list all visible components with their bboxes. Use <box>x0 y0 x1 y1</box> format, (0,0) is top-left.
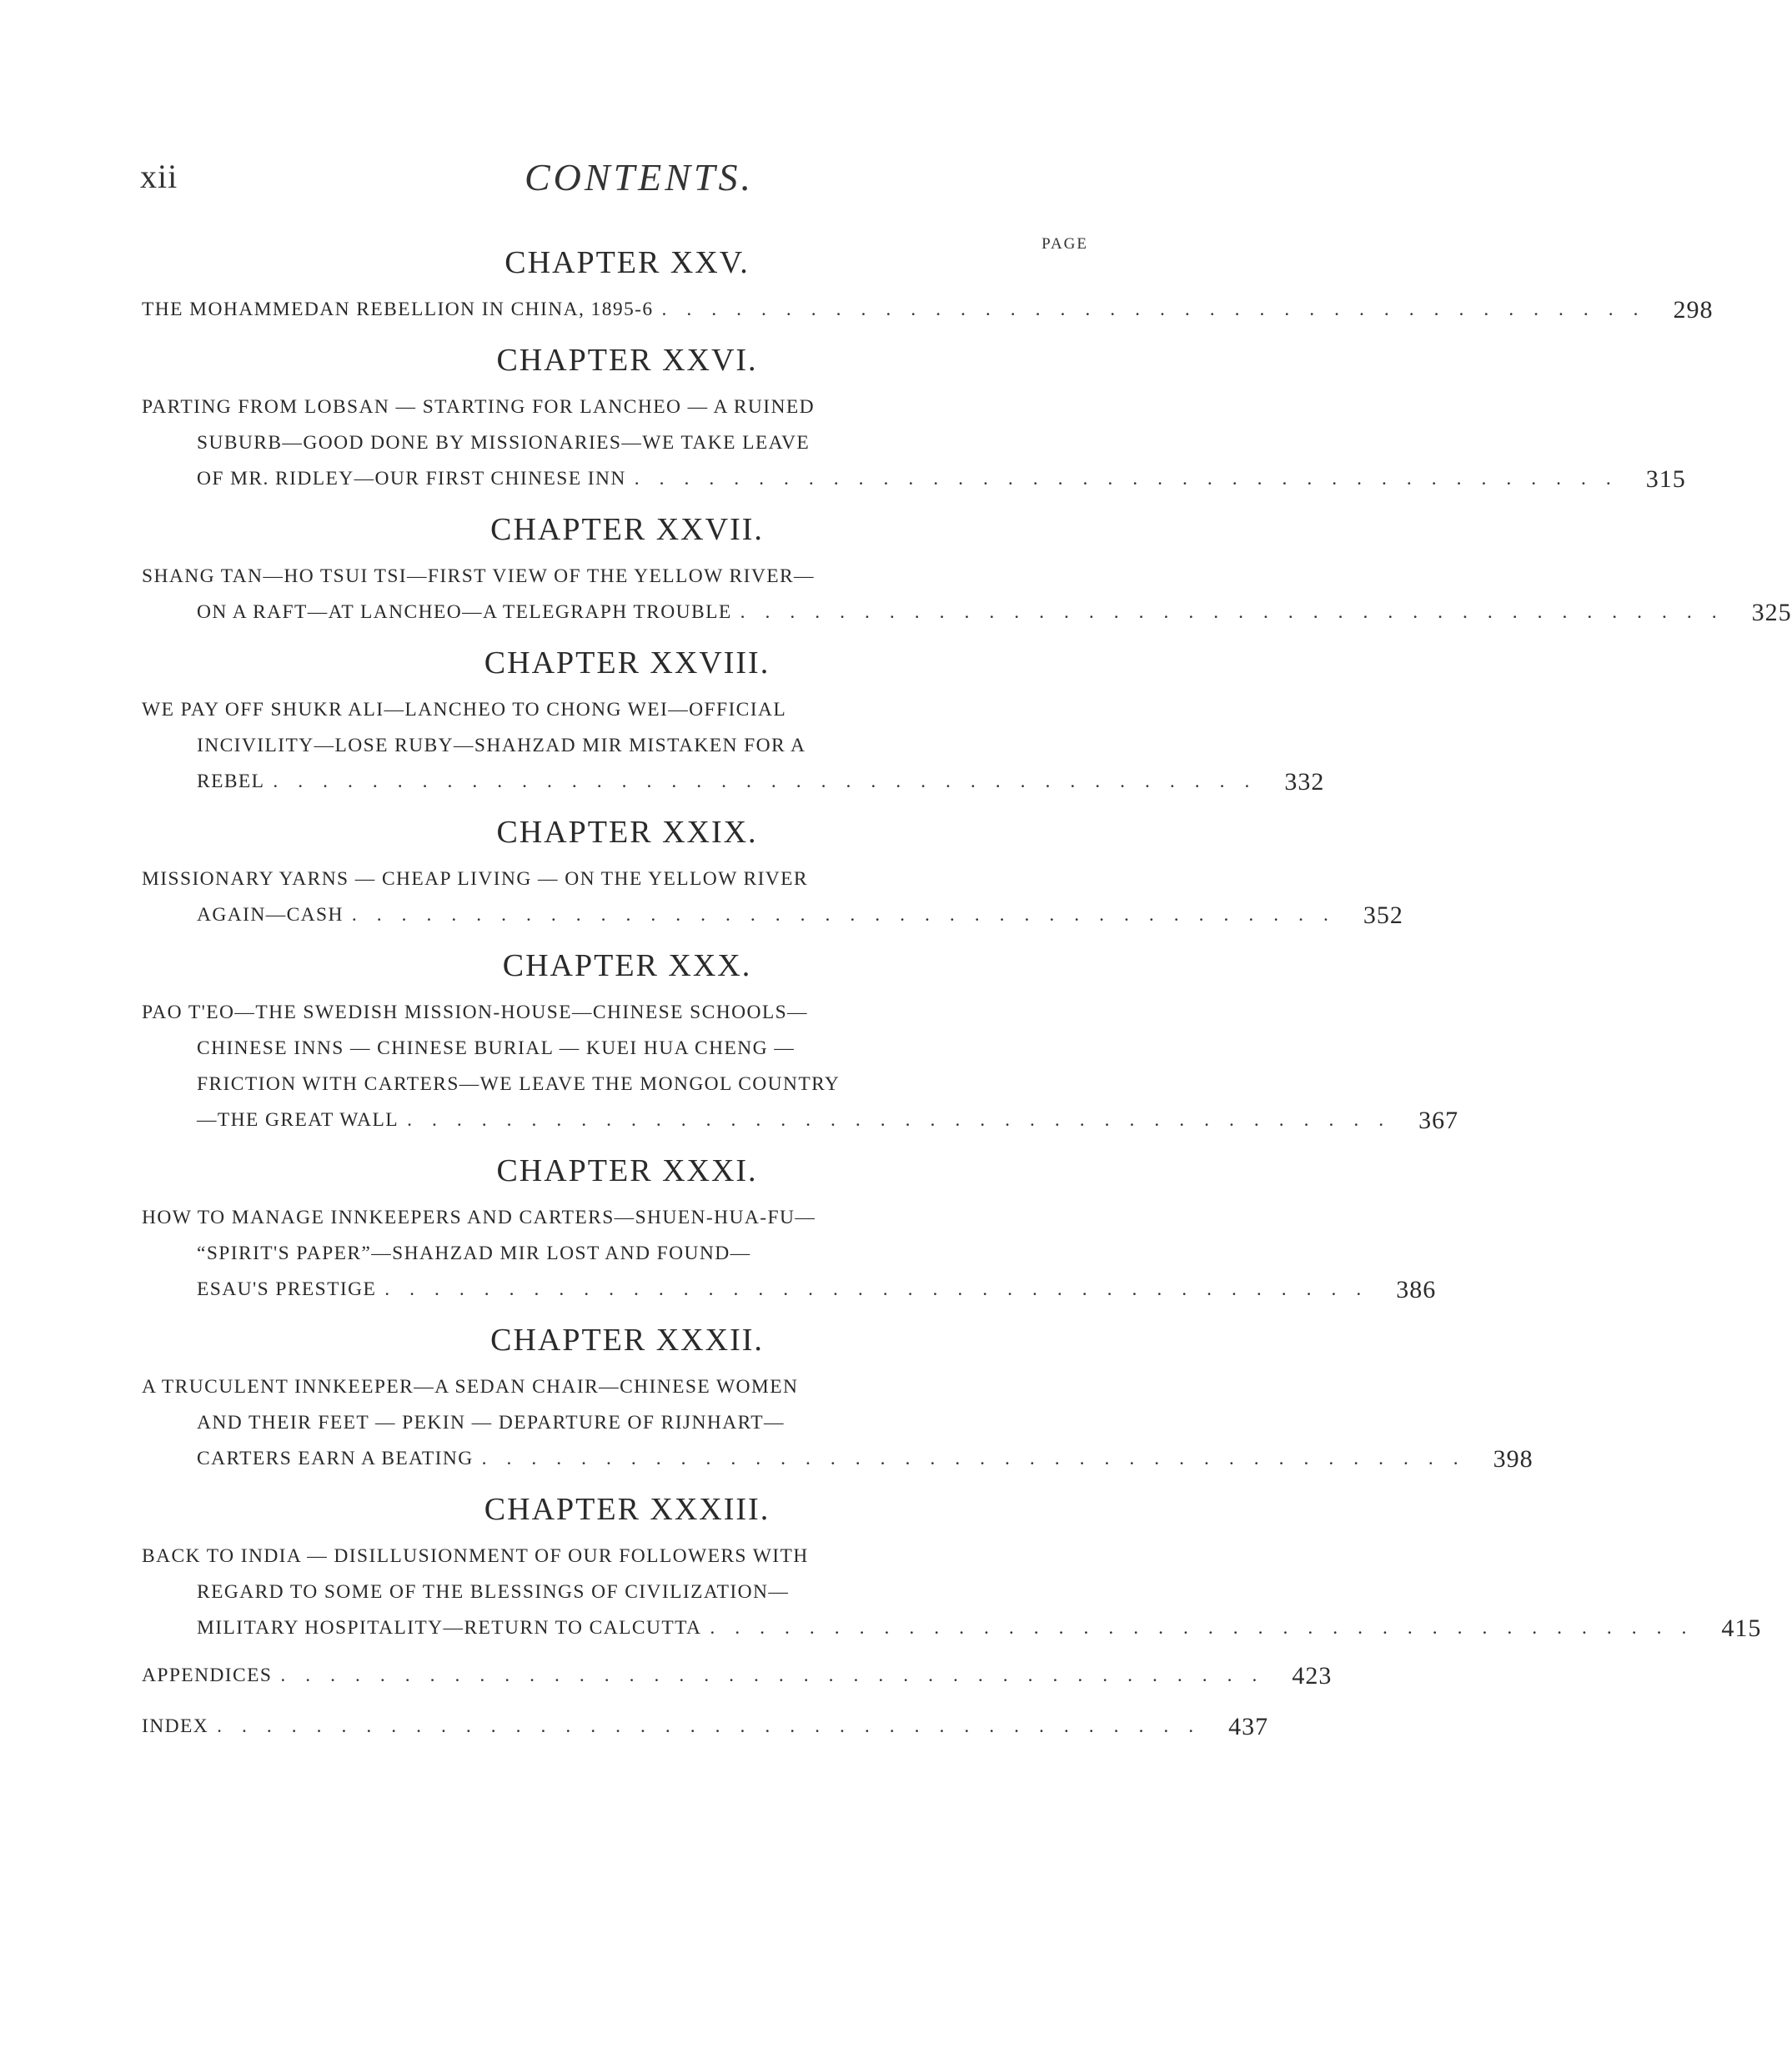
page-column-label: PAGE <box>1042 235 1088 253</box>
entry-text: MILITARY HOSPITALITY—RETURN TO CALCUTTA <box>197 1617 702 1639</box>
running-title: CONTENTS. <box>524 156 755 198</box>
chapter-heading: CHAPTER XXXII. <box>490 1323 764 1358</box>
page-folio: xii <box>140 158 178 195</box>
back-matter-entry <box>142 1658 1333 1694</box>
entry-line: WE PAY OFF SHUKR ALI—LANCHEO TO CHONG WEI—OFFICIAL <box>142 699 787 721</box>
page-number: 315 <box>1645 465 1686 493</box>
chapter-heading: CHAPTER XXX. <box>502 948 752 983</box>
chapter-heading: CHAPTER XXVII. <box>490 512 764 547</box>
page-number: 367 <box>1418 1107 1459 1134</box>
entry-line <box>142 897 1403 933</box>
page-number: 332 <box>1284 768 1325 796</box>
chapter-entry <box>142 1539 1762 1646</box>
back-matter-entry <box>142 1709 1269 1745</box>
dot-leader: ........................................ <box>384 1278 1382 1300</box>
dot-leader: ........................................ <box>710 1617 1707 1639</box>
chapter-heading: CHAPTER XXIX. <box>496 815 758 850</box>
page-number: 325 <box>1751 599 1792 626</box>
dot-leader: ........................................ <box>280 1665 1277 1686</box>
chapter-entry <box>142 292 1714 328</box>
page-number: 415 <box>1721 1615 1762 1642</box>
entry-line <box>142 1441 1533 1477</box>
chapter-entry <box>142 861 1403 933</box>
entry-line: HOW TO MANAGE INNKEEPERS AND CARTERS—SHUEN-HUA-FU— <box>142 1207 816 1228</box>
chapter-heading: CHAPTER XXV. <box>504 245 750 280</box>
entry-text: INDEX <box>142 1715 209 1737</box>
entry-text: APPENDICES <box>142 1665 273 1686</box>
chapter-entry <box>142 995 1459 1138</box>
back-matter-list <box>142 1658 1333 1745</box>
entry-line: INCIVILITY—LOSE RUBY—SHAHZAD MIR MISTAKEN FOR A <box>197 735 806 756</box>
dot-leader: ........................................ <box>217 1715 1214 1737</box>
chapter-heading: CHAPTER XXVIII. <box>484 645 771 680</box>
chapter-entry <box>142 692 1325 800</box>
page-number: 423 <box>1292 1662 1333 1690</box>
entry-text: AGAIN—CASH <box>197 904 344 926</box>
entry-line: BACK TO INDIA — DISILLUSIONMENT OF OUR FOLLOWERS WITH <box>142 1545 809 1567</box>
chapter-entry <box>142 389 1686 497</box>
entry-line <box>142 461 1686 497</box>
entry-text: OF MR. RIDLEY—OUR FIRST CHINESE INN <box>197 468 626 490</box>
dot-leader: ........................................ <box>634 468 1631 490</box>
dot-leader: ........................................ <box>661 299 1659 320</box>
entry-line <box>142 292 1714 328</box>
page-number: 386 <box>1396 1276 1437 1303</box>
entry-line: FRICTION WITH CARTERS—WE LEAVE THE MONGOL COUNTRY <box>197 1073 841 1095</box>
entry-line <box>142 1102 1459 1138</box>
entry-line: SHANG TAN—HO TSUI TSI—FIRST VIEW OF THE YELLOW RIVER— <box>142 565 815 587</box>
page-number: 398 <box>1493 1445 1533 1473</box>
entry-line: MISSIONARY YARNS — CHEAP LIVING — ON THE YELLOW RIVER <box>142 868 809 890</box>
entry-text: CARTERS EARN A BEATING <box>197 1448 474 1469</box>
dot-leader: ........................................ <box>481 1448 1478 1469</box>
entry-text: ON A RAFT—AT LANCHEO—A TELEGRAPH TROUBLE <box>197 601 732 623</box>
dot-leader: ........................................ <box>407 1109 1404 1131</box>
entry-line <box>142 1610 1762 1646</box>
dot-leader: ........................................ <box>273 771 1270 792</box>
entry-text: THE MOHAMMEDAN REBELLION IN CHINA, 1895-6 <box>142 299 654 320</box>
entry-line: “SPIRIT'S PAPER”—SHAHZAD MIR LOST AND FOUND— <box>197 1243 751 1264</box>
entry-line <box>142 764 1325 800</box>
chapter-entry <box>142 559 1792 630</box>
entry-line: PAO T'EO—THE SWEDISH MISSION-HOUSE—CHINESE SCHOOLS— <box>142 1002 808 1023</box>
table-of-contents <box>142 242 1792 1760</box>
entry-text: —THE GREAT WALL <box>197 1109 399 1131</box>
page-number: 437 <box>1228 1713 1269 1740</box>
entry-line: A TRUCULENT INNKEEPER—A SEDAN CHAIR—CHINESE WOMEN <box>142 1376 799 1398</box>
page-number: 352 <box>1363 901 1403 929</box>
entry-line <box>142 1272 1437 1308</box>
entry-text: REBEL <box>197 771 265 792</box>
entry-line: SUBURB—GOOD DONE BY MISSIONARIES—WE TAKE LEAVE <box>197 432 811 454</box>
entry-line: REGARD TO SOME OF THE BLESSINGS OF CIVILIZATION— <box>197 1581 790 1603</box>
chapter-heading: CHAPTER XXXIII. <box>484 1492 771 1527</box>
entry-line <box>142 595 1792 630</box>
entry-text: ESAU'S PRESTIGE <box>197 1278 377 1300</box>
dot-leader: ........................................ <box>740 601 1737 623</box>
entry-line: PARTING FROM LOBSAN — STARTING FOR LANCHEO — A RUINED <box>142 396 815 418</box>
chapter-heading: CHAPTER XXVI. <box>496 343 758 378</box>
chapter-entry <box>142 1200 1437 1308</box>
dot-leader: ........................................ <box>351 904 1348 926</box>
entry-line: CHINESE INNS — CHINESE BURIAL — KUEI HUA CHENG — <box>197 1037 796 1059</box>
chapter-heading: CHAPTER XXXI. <box>496 1153 758 1188</box>
entry-line: AND THEIR FEET — PEKIN — DEPARTURE OF RIJNHART— <box>197 1412 785 1434</box>
page-number: 298 <box>1673 296 1714 324</box>
chapter-entry <box>142 1369 1533 1477</box>
